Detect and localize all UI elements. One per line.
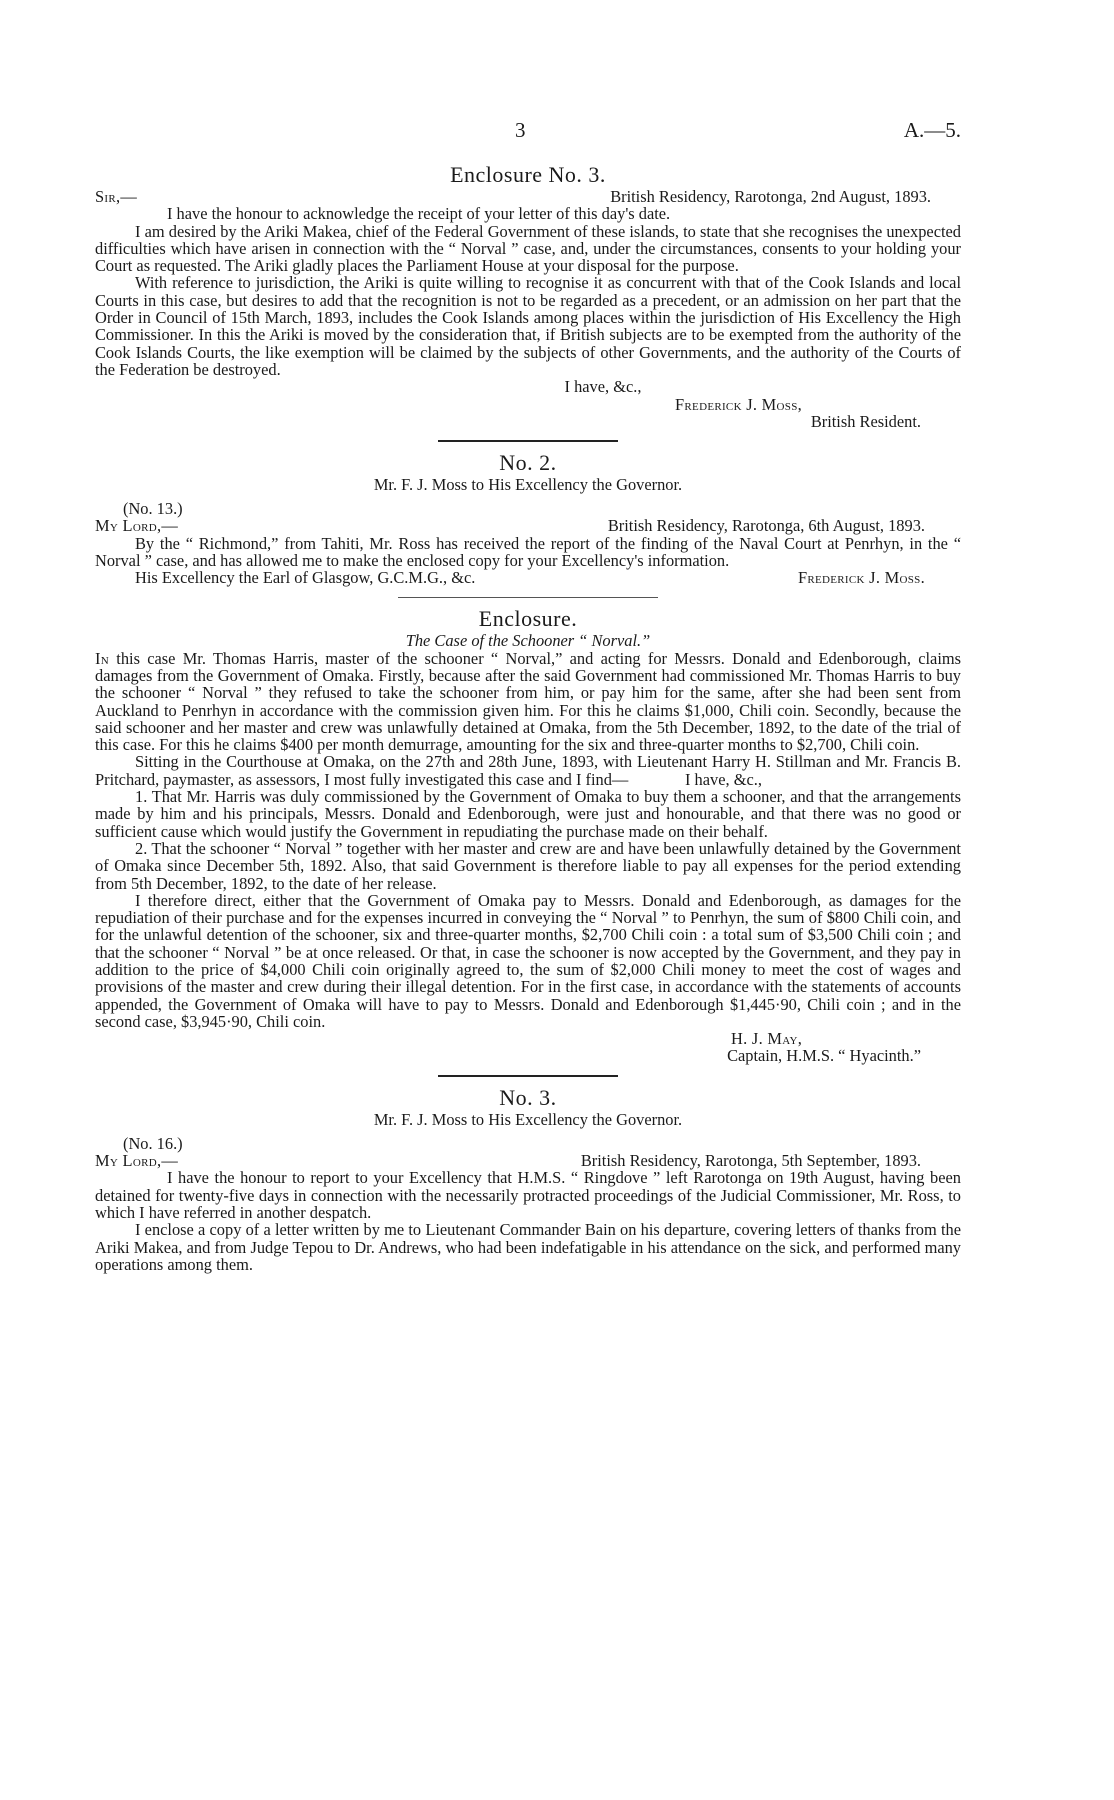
addressee: His Excellency the Earl of Glasgow, G.C.M.G., &c. (135, 568, 476, 588)
signer-name: H. J. May, (731, 1029, 803, 1049)
paragraph: 1. That Mr. Harris was duly commissioned by the Government of Omaka to buy them a schooner, and that the arrangements made by him and his principals, Messrs. Donald and Edenborough, were just and honourable, and that there was no good or sufficient cause which would justify the Government in repudiating the purchase made on their behalf. (95, 787, 961, 841)
section-divider (438, 1075, 618, 1077)
paragraph: I enclose a copy of a letter written by me to Lieutenant Commander Bain on his departure, covering letters of thanks from the Ariki Makea, and from Judge Tepou to Dr. Andrews, who had been indefatigable in his attendance on the sick, and performed many operations among them. (95, 1220, 961, 1274)
page-number: 3 (515, 118, 526, 142)
paragraph: I have the honour to acknowledge the receipt of your letter of this day's date. (167, 204, 671, 224)
enclosure-norval (95, 606, 961, 1065)
salutation: My Lord,— (95, 1151, 179, 1171)
closing: I have, &c., (685, 770, 762, 789)
enclosure-no-3 (95, 162, 961, 430)
salutation: Sir,— (95, 187, 138, 206)
letter-no-3-salutation-row (95, 1152, 961, 1169)
letter-address: British Residency, Rarotonga, 6th August, 1893. (607, 516, 925, 536)
paragraph: Sitting in the Courthouse at Omaka, on the 27th and 28th June, 1893, with Lieutenant Harry H. Stillman and Mr. Francis B. Pritchard, paymaster, as assessors, I most fully investigated this case and I find— (95, 752, 961, 789)
letter-no-3 (95, 1085, 961, 1273)
signer-title: British Resident. (810, 411, 921, 431)
signer-title: Captain, H.M.S. “ Hyacinth.” (727, 1046, 921, 1066)
paragraph-lead: In (95, 648, 110, 668)
enclosure-subtitle: The Case of the Schooner “ Norval.” (405, 630, 651, 650)
paragraph: By the “ Richmond,” from Tahiti, Mr. Ross has received the report of the finding of the Naval Court at Penrhyn, in the “ Norval ” case, and has allowed me to make the enclosed copy for your Excellency's information. (95, 533, 961, 571)
enclosure-no-3-salutation-row (95, 188, 961, 205)
section-divider (398, 597, 658, 598)
letter-no-3-subtitle: Mr. F. J. Moss to His Excellency the Governor. (373, 1109, 683, 1129)
paragraph: I have the honour to report to your Excellency that H.M.S. “ Ringdove ” left Rarotonga on 19th August, having been detained for twenty-five days in connection with the necessarily protracted proceedings of the Judicial Commissioner, Mr. Ross, to which I have referred in another despatch. (95, 1168, 961, 1222)
page-content (95, 118, 961, 1273)
letter-reference: (No. 13.) (123, 499, 183, 519)
salutation: My Lord,— (95, 516, 179, 536)
section-divider (438, 440, 618, 442)
letter-no-2-subtitle: Mr. F. J. Moss to His Excellency the Governor. (373, 475, 683, 495)
letter-reference: (No. 16.) (123, 1133, 183, 1153)
paragraph (95, 650, 961, 754)
enclosure-no-3-title: Enclosure No. 3. (450, 162, 606, 187)
letter-address: British Residency, Rarotonga, 2nd August, 1893. (610, 187, 931, 206)
enclosure-title: Enclosure. (478, 605, 578, 631)
letter-no-2-closing-row (95, 569, 961, 586)
closing: I have, &c., (564, 377, 642, 397)
document-reference: A.—5. (903, 118, 961, 142)
paragraph: I am desired by the Ariki Makea, chief of the Federal Government of these islands, to state that she recognises the unexpected difficulties which have arisen in connection with the “ Norval ” case, and, under the circumstances, consents to your holding your Court as requested. The Ariki gladly places the Parliament House at your disposal for the purpose. (95, 221, 961, 276)
letter-address: British Residency, Rarotonga, 5th September, 1893. (580, 1151, 921, 1171)
signer-name: Frederick J. Moss. (797, 568, 925, 588)
paragraph-text: this case Mr. Thomas Harris, master of the schooner “ Norval,” and acting for Messrs. Donald and Edenborough, claims damages from the Government of Omaka. Firstly, because after the said Government had commissioned Mr. Thomas Harris to buy the schooner “ Norval ” they refused to take the schooner from him, or pay him for the same, after she had been sent from Auckland to Penrhyn in accordance with the commission given him. For this he claims $1,000, Chili coin. Secondly, because the said schooner and her master and crew was unlawfully detained at Omaka, from the 5th December, 1892, to the date of the trial of this case. For this he claims $400 per month demurrage, amounting for the six and three-quarter months to $2,700, Chili coin. (95, 648, 961, 755)
letter-no-2-salutation-row (95, 517, 961, 534)
paragraph: I therefore direct, either that the Government of Omaka pay to Messrs. Donald and Edenborough, as damages for the repudiation of their purchase and for the expenses incurred in conveying the “ Norval ” to Penrhyn, the sum of $800 Chili coin, and for the unlawful detention of the schooner, six and three-quarter months, $2,700 Chili coin : a total sum of $3,500 Chili coin ; and that the schooner “ Norval ” be at once released. Or that, in case the schooner is now accepted by the Government, and they pay in addition to the price of $4,000 Chili coin originally agreed to, the sum of $2,000 Chili money to meet the cost of wages and provisions of the master and crew during their illegal detention. For in the first case, in accordance with the statements of accounts appended, the Government of Omaka will have to pay to Messrs. Donald and Edenborough $1,445·90, Chili coin ; and in the second case, $3,945·90, Chili coin. (95, 890, 961, 1031)
paragraph: 2. That the schooner “ Norval ” together with her master and crew are and have been unlawfully detained by the Government of Omaka since December 5th, 1892. Also, that said Government is therefore liable to pay all expenses for the period extending from 5th December, 1892, to the date of her release. (95, 838, 961, 893)
letter-no-3-title: No. 3. (499, 1084, 557, 1110)
paragraph: With reference to jurisdiction, the Ariki is quite willing to recognise it as concurrent with that of the Cook Islands and local Courts in this case, but desires to add that the recognition is not to be regarded as a precedent, or an admission on her part that the Order in Council of 15th March, 1893, includes the Cook Islands among places within the jurisdiction of His Excellency the High Commissioner. In this the Ariki is moved by the consideration that, if British subjects are to be exempted from the authority of the Cook Islands Courts, the like exemption will be claimed by the subjects of other Governments, and the authority of the Courts of the Federation be destroyed. (95, 273, 961, 379)
letter-no-2-title: No. 2. (499, 450, 557, 476)
signer-name: Frederick J. Moss, (675, 394, 803, 414)
running-header (95, 118, 961, 142)
